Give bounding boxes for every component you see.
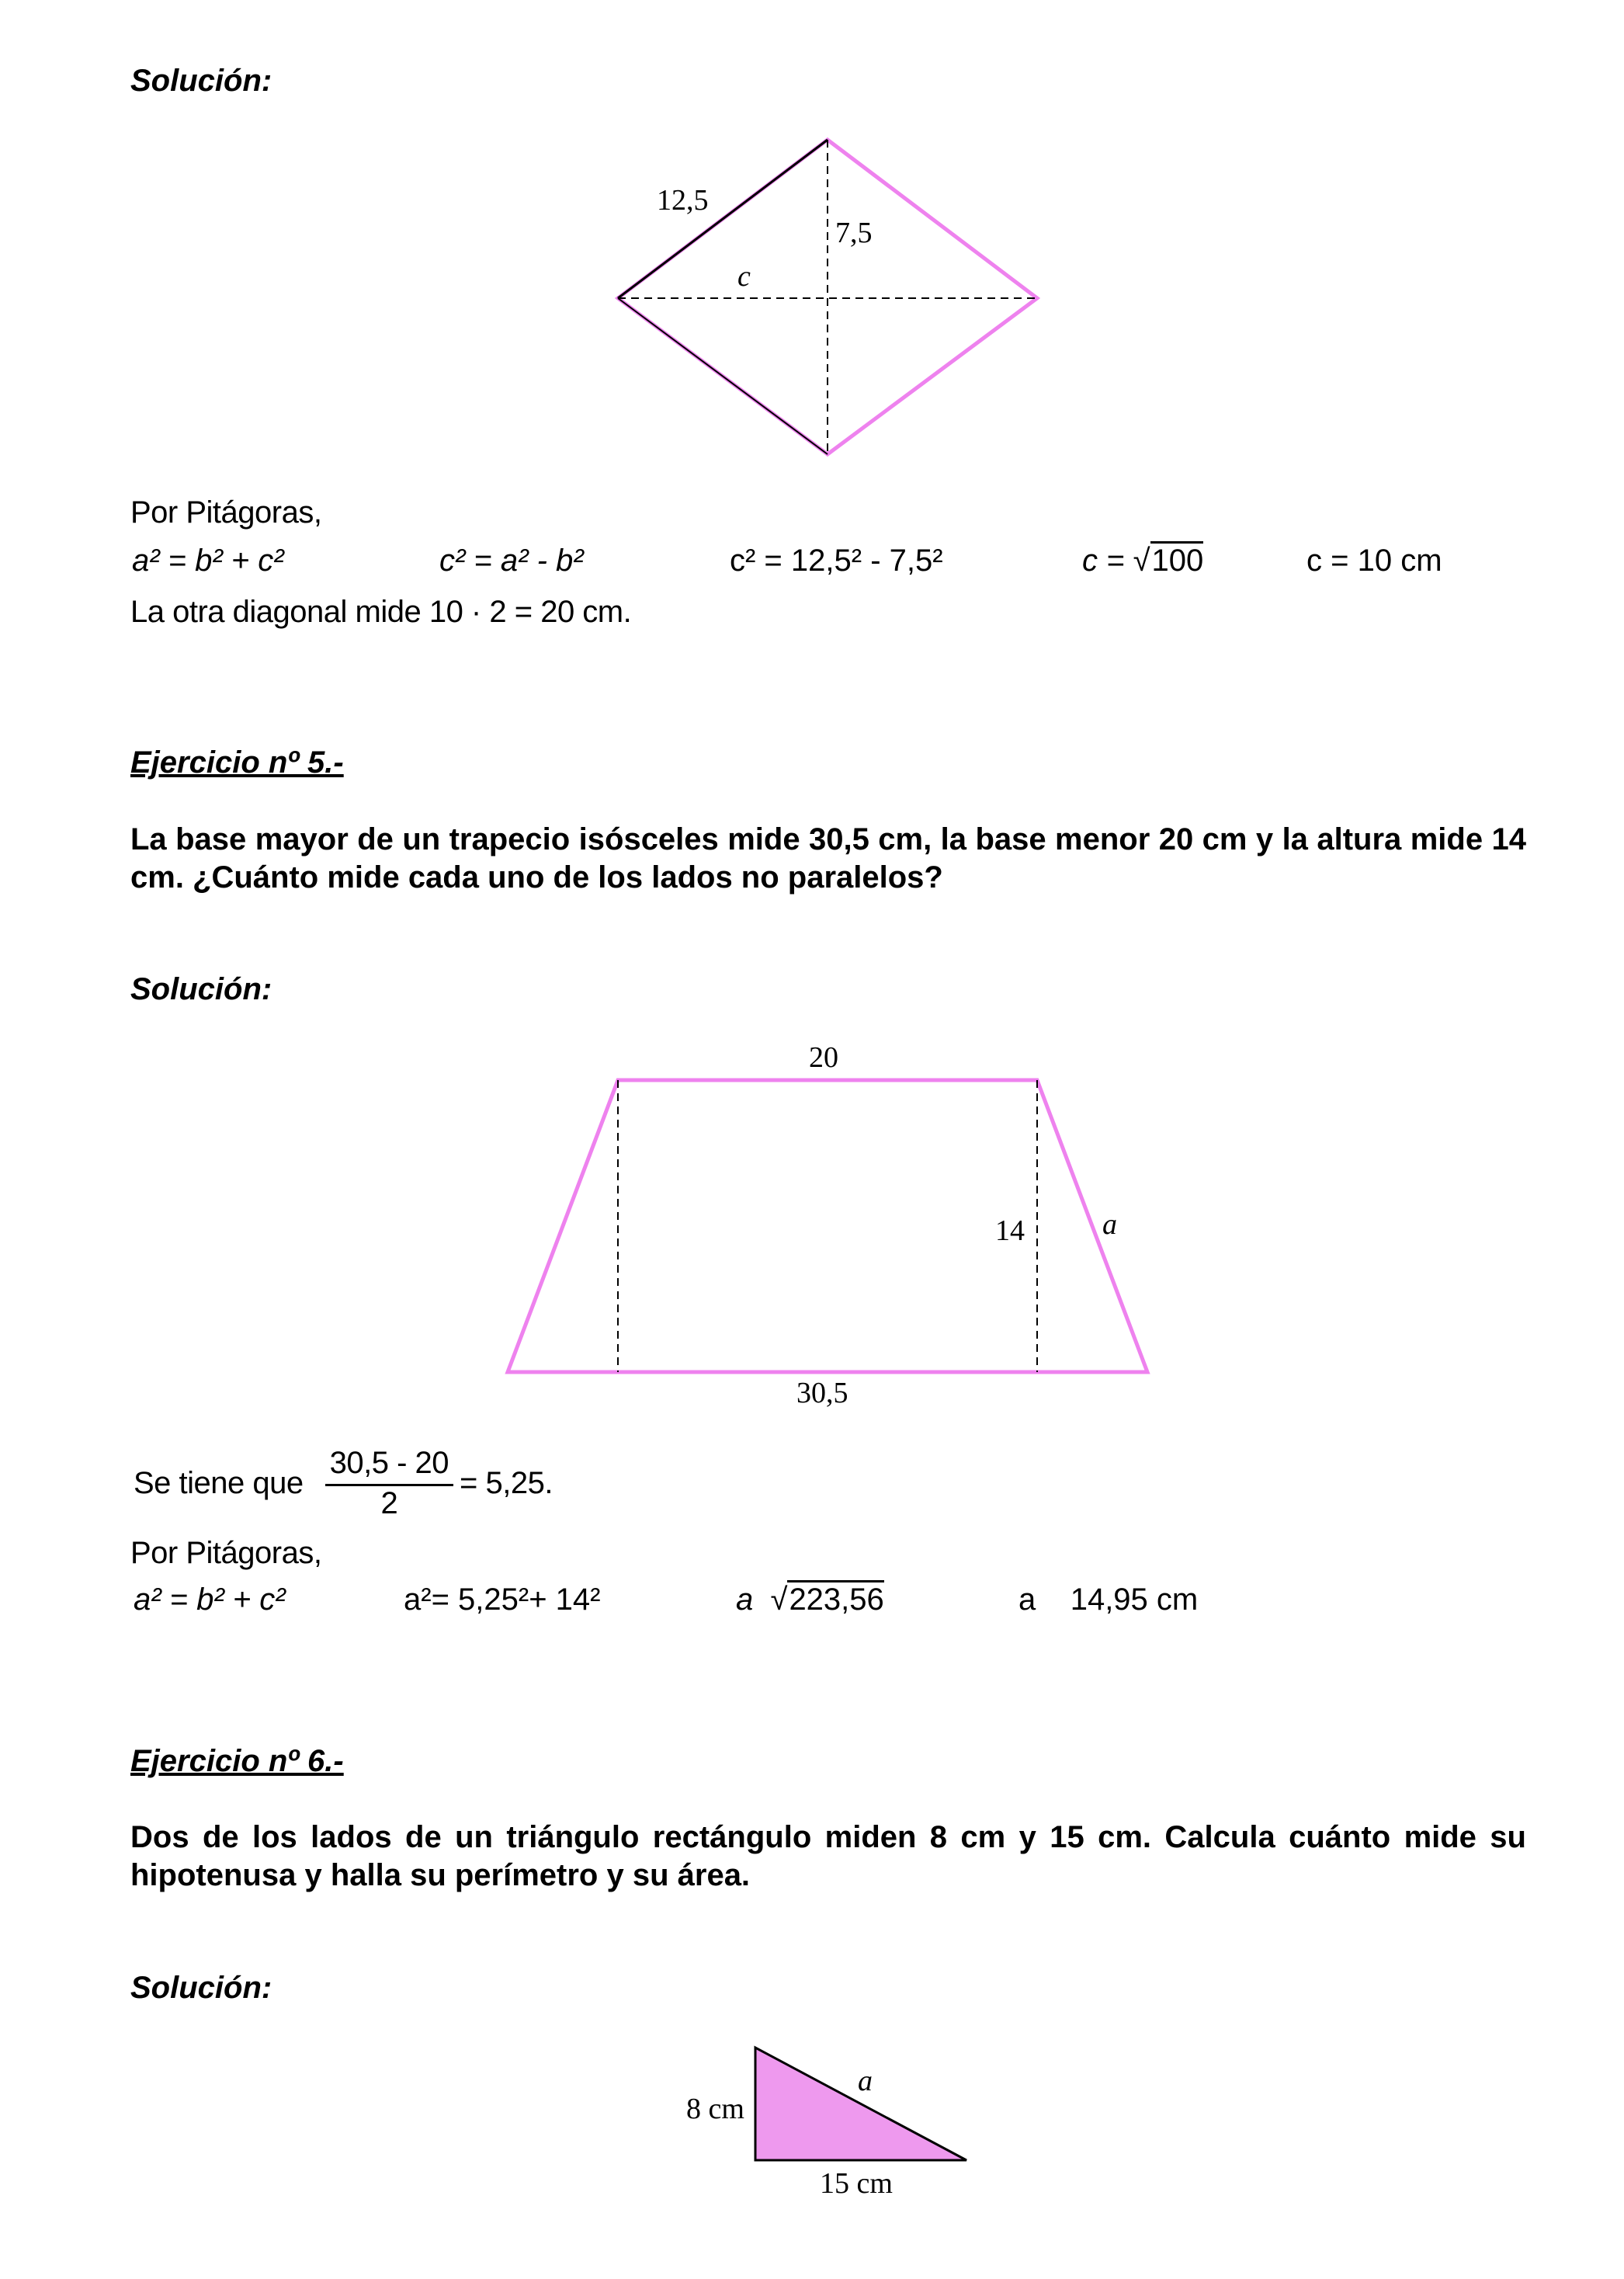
formula-1: a² = b² + c² [134, 1582, 286, 1617]
formula-3-lhs: a [736, 1582, 754, 1617]
exercise-6-title: Ejercicio nº 6.- [130, 1744, 344, 1778]
trapezoid-label-top: 20 [809, 1041, 838, 1074]
formula-4-root: 100 [1150, 541, 1204, 578]
formula-2: a²= 5,25²+ 14² [404, 1582, 601, 1617]
pythagoras-intro: Por Pitágoras, [130, 1536, 322, 1570]
rhombus-side-line [618, 298, 828, 454]
formula-5: c = 10 cm [1306, 544, 1442, 578]
formula-4: c = √100 [1082, 544, 1203, 578]
solution-heading: Solución: [130, 972, 272, 1006]
fraction [325, 1446, 453, 1521]
rhombus-label-half-diagonal: 7,5 [835, 217, 873, 249]
formula-3-root: 223,56 [787, 1580, 883, 1617]
rhombus-label-c: c [737, 260, 751, 293]
se-tiene-line [134, 1446, 553, 1521]
pythagoras-intro: Por Pitágoras, [130, 495, 322, 530]
trapezoid-diagram [508, 1080, 1147, 1372]
solution-heading: Solución: [130, 1971, 272, 2005]
rhombus-label-side: 12,5 [657, 184, 709, 217]
exercise-5-title: Ejercicio nº 5.- [130, 745, 344, 780]
fraction-result: = 5,25. [460, 1466, 553, 1500]
triangle-label-leg1: 8 cm [686, 2093, 744, 2125]
formula-4-lhs: c = [1082, 544, 1133, 578]
trapezoid-shape [508, 1080, 1147, 1372]
trapezoid-label-side: a [1102, 1208, 1117, 1241]
formula-3: c² = 12,5² - 7,5² [730, 544, 943, 578]
triangle-label-leg2: 15 cm [820, 2167, 893, 2200]
solution-heading: Solución: [130, 64, 272, 98]
conclusion-text: La otra diagonal mide 10 · 2 = 20 cm. [130, 595, 632, 629]
exercise-6-statement: Dos de los lados de un triángulo rectángulo miden 8 cm y 15 cm. Calcula cuánto mide su hipotenusa y halla su perímetro y su área. [130, 1820, 1526, 1892]
formula-2: c² = a² - b² [439, 544, 584, 578]
trapezoid-label-bottom: 30,5 [796, 1377, 848, 1409]
triangle-label-hypotenuse: a [858, 2065, 873, 2097]
formula-1: a² = b² + c² [132, 544, 284, 578]
se-tiene-text: Se tiene que [134, 1466, 304, 1500]
formula-3: a √223,56 [736, 1582, 884, 1617]
formula-4: a 14,95 cm [1018, 1582, 1199, 1617]
trapezoid-label-height: 14 [995, 1214, 1025, 1247]
rhombus-side-line [618, 140, 828, 298]
fraction-denominator: 2 [380, 1486, 398, 1520]
fraction-numerator: 30,5 - 20 [325, 1446, 453, 1486]
exercise-5-statement: La base mayor de un trapecio isósceles mide 30,5 cm, la base menor 20 cm y la altura mide 14 cm. ¿Cuánto mide cada uno de los lados no paralelos? [130, 822, 1526, 895]
